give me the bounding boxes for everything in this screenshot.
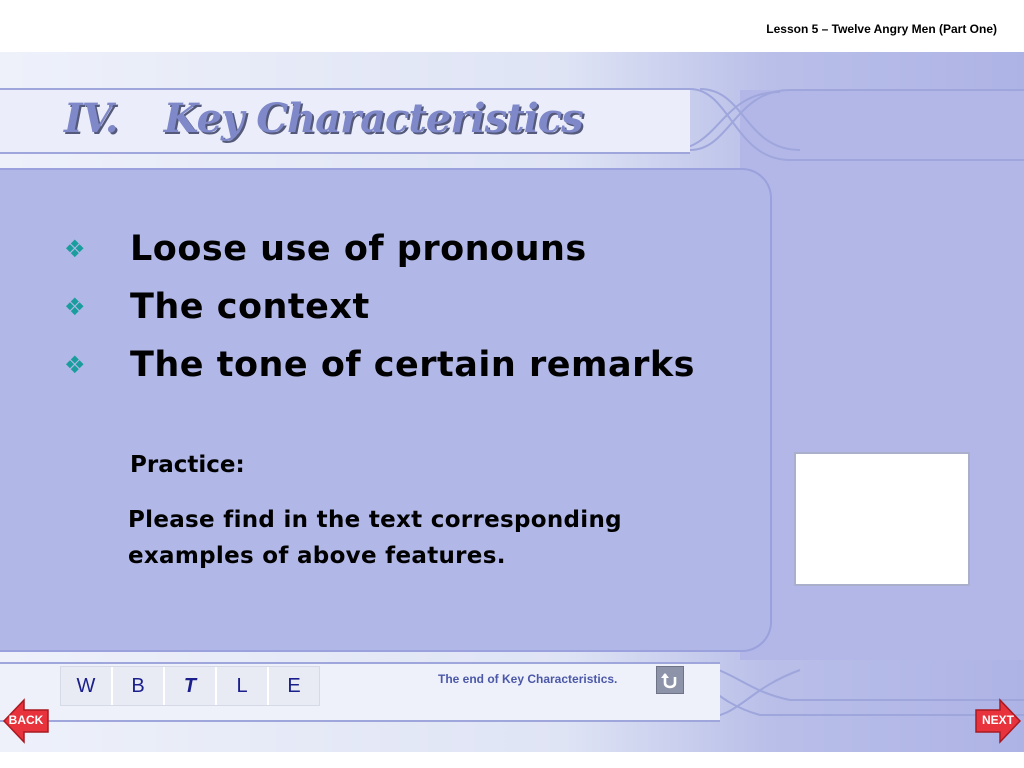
nav-letter-b[interactable]: B xyxy=(113,667,165,705)
bullet-item xyxy=(64,220,695,278)
slide-title xyxy=(64,95,583,142)
nav-letter-e[interactable]: E xyxy=(287,674,301,697)
back-label: BACK xyxy=(8,713,44,727)
next-label: NEXT xyxy=(981,713,1014,727)
nav-letter-group xyxy=(60,666,320,706)
return-arrow-icon xyxy=(660,670,680,690)
practice-label: Practice: xyxy=(130,452,245,478)
four-diamond-icon: ❖ xyxy=(64,351,86,379)
bullet-text: The context xyxy=(130,287,370,327)
blank-image-placeholder xyxy=(794,452,970,586)
return-button[interactable] xyxy=(656,666,684,694)
practice-instructions: Please find in the text corresponding examples of above features. xyxy=(128,507,622,569)
four-diamond-icon: ❖ xyxy=(64,293,86,321)
nav-letter-t[interactable]: T xyxy=(165,667,217,705)
back-button[interactable] xyxy=(2,698,50,744)
end-of-section-text: The end of Key Characteristics. xyxy=(438,672,618,686)
bullet-item xyxy=(64,278,695,336)
nav-letter-l[interactable]: L xyxy=(217,667,269,705)
nav-letter-w[interactable]: W xyxy=(61,667,113,705)
bullet-item xyxy=(64,336,695,394)
bullet-text: Loose use of pronouns xyxy=(130,229,587,269)
next-button[interactable] xyxy=(974,698,1022,744)
lesson-header: Lesson 5 – Twelve Angry Men (Part One) xyxy=(766,22,997,36)
four-diamond-icon: ❖ xyxy=(64,235,86,263)
title-text: Key Characteristics xyxy=(163,95,583,142)
bullet-list xyxy=(64,220,695,394)
title-number: IV. xyxy=(64,95,118,142)
bullet-text: The tone of certain remarks xyxy=(130,345,695,385)
